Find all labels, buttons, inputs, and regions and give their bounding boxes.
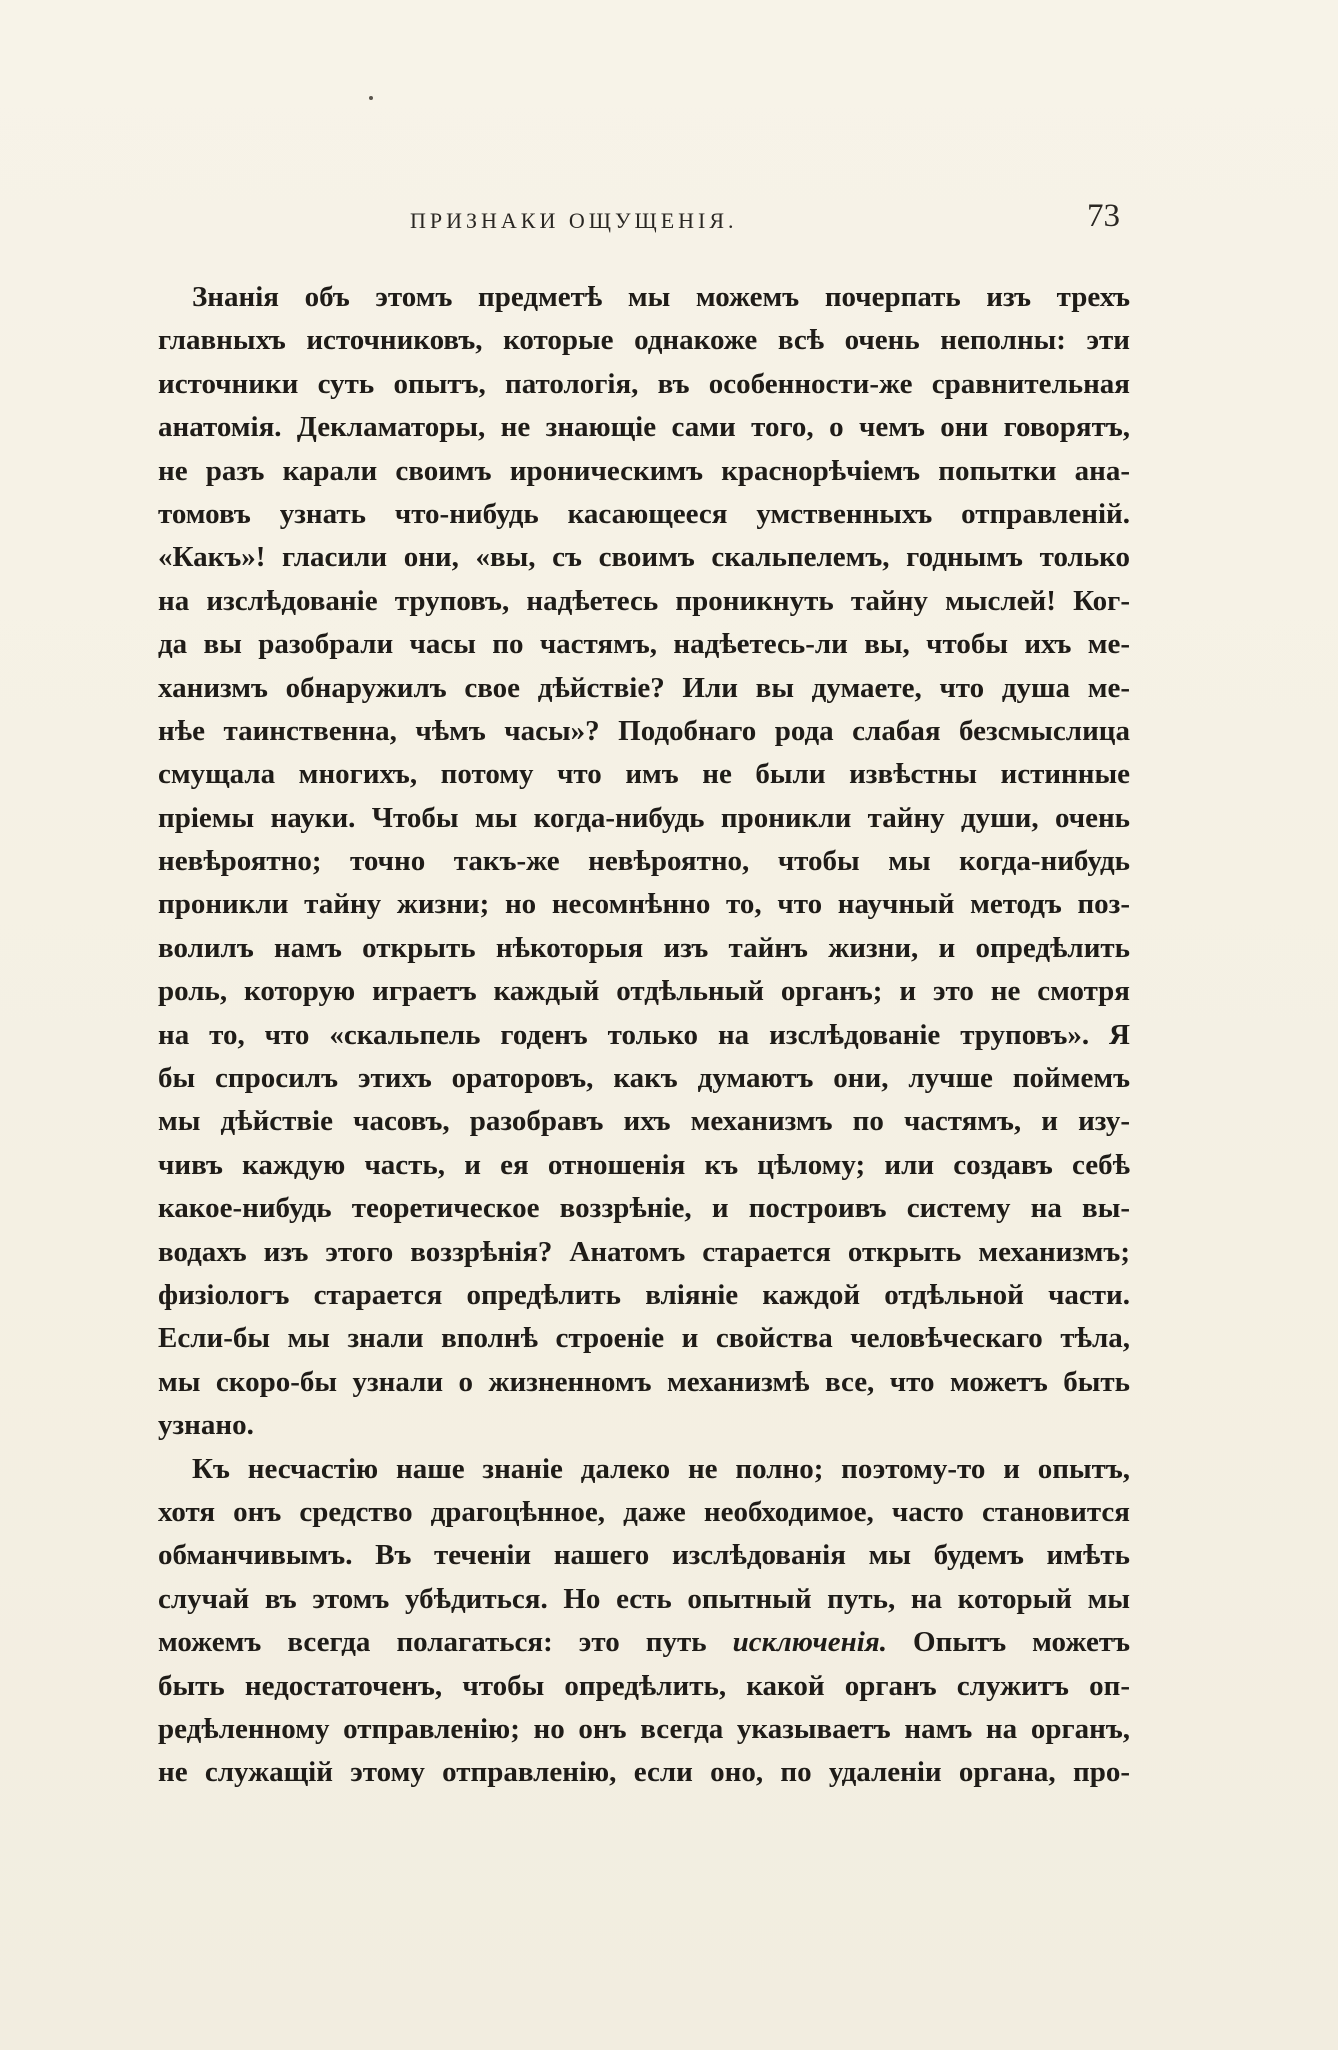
text-line: ханизмъ обнаружилъ свое дѣйствіе? Или вы думаете, что душа ме- [158, 671, 1130, 704]
text-line: Къ несчастію наше знаніе далеко не полно; поэтому-то и опытъ, [192, 1452, 1130, 1485]
text-line: обманчивымъ. Въ теченіи нашего изслѣдованія мы будемъ имѣть [158, 1539, 1130, 1572]
text-line: «Какъ»! гласили они, «вы, съ своимъ скальпелемъ, годнымъ только [158, 541, 1130, 574]
text-line-with-emphasis [158, 1621, 1130, 1664]
text-line: да вы разобрали часы по частямъ, надѣетесь-ли вы, чтобы ихъ ме- [158, 628, 1130, 661]
running-head: ПРИЗНАКИ ОЩУЩЕНІЯ. [410, 208, 738, 233]
text-line: главныхъ источниковъ, которые однакоже всѣ очень неполны: эти [158, 324, 1130, 357]
text-line: хотя онъ средство драгоцѣнное, даже необходимое, часто становится [158, 1495, 1130, 1528]
text-segment: Опытъ можетъ [887, 1626, 1130, 1659]
text-line: случай въ этомъ убѣдиться. Но есть опытный путь, на который мы [158, 1582, 1130, 1615]
text-line: Если-бы мы знали вполнѣ строеніе и свойства человѣческаго тѣла, [158, 1322, 1130, 1355]
text-line: Знанія объ этомъ предметѣ мы можемъ почерпать изъ трехъ [192, 281, 1130, 313]
text-line: мы дѣйствіе часовъ, разобравъ ихъ механизмъ по частямъ, и изу- [158, 1105, 1130, 1138]
text-line: пріемы науки. Чтобы мы когда-нибудь проникли тайну души, очень [158, 801, 1130, 834]
text-line: на изслѣдованіе труповъ, надѣетесь проникнуть тайну мыслей! Ког- [158, 584, 1130, 617]
body-text [158, 276, 1130, 1795]
text-line: источники суть опытъ, патологія, въ особенности-же сравнительная [158, 367, 1130, 400]
text-line: редѣленному отправленію; но онъ всегда указываетъ намъ на органъ, [158, 1712, 1130, 1745]
text-line: невѣроятно; точно такъ-же невѣроятно, чтобы мы когда-нибудь [158, 845, 1130, 878]
emphasized-word: исключенія. [732, 1626, 887, 1659]
text-line: роль, которую играетъ каждый отдѣльный органъ; и это не смотря [158, 975, 1130, 1008]
paragraph-end-line: узнано. [158, 1409, 254, 1442]
text-line: томовъ узнать что-нибудь касающееся умственныхъ отправленій. [158, 497, 1130, 530]
text-line: бы спросилъ этихъ ораторовъ, какъ думаютъ они, лучше поймемъ [158, 1062, 1130, 1095]
text-line: не разъ карали своимъ ироническимъ краснорѣчіемъ попытки ана- [158, 454, 1130, 487]
ink-speck [369, 96, 373, 100]
text-line: какое-нибудь теоретическое воззрѣніе, и построивъ систему на вы- [158, 1192, 1130, 1225]
text-line: проникли тайну жизни; но несомнѣнно то, что научный методъ поз- [158, 888, 1130, 921]
text-line: чивъ каждую часть, и ея отношенія къ цѣлому; или создавъ себѣ [158, 1148, 1130, 1181]
text-line: водахъ изъ этого воззрѣнія? Анатомъ старается открыть механизмъ; [158, 1235, 1130, 1268]
page-number: 73 [1087, 198, 1120, 234]
text-line: нѣе таинственна, чѣмъ часы»? Подобнаго рода слабая безсмыслица [158, 714, 1130, 747]
text-segment: можемъ всегда полагаться: это путь [158, 1626, 733, 1659]
text-line: смущала многихъ, потому что имъ не были извѣстны истинные [158, 758, 1130, 791]
text-line: на то, что «скальпель годенъ только на изслѣдованіе труповъ». Я [158, 1018, 1130, 1051]
text-line: волилъ намъ открыть нѣкоторыя изъ тайнъ жизни, и опредѣлить [158, 931, 1130, 964]
text-line: быть недостаточенъ, чтобы опредѣлить, какой органъ служитъ оп- [158, 1669, 1130, 1702]
text-line: анатомія. Декламаторы, не знающіе сами того, о чемъ они говорятъ, [158, 411, 1130, 444]
text-line: мы скоро-бы узнали о жизненномъ механизмѣ все, что можетъ быть [158, 1365, 1130, 1398]
text-line: не служащій этому отправленію, если оно, по удаленіи органа, про- [158, 1756, 1130, 1789]
text-line: физіологъ старается опредѣлить вліяніе каждой отдѣльной части. [158, 1278, 1130, 1311]
